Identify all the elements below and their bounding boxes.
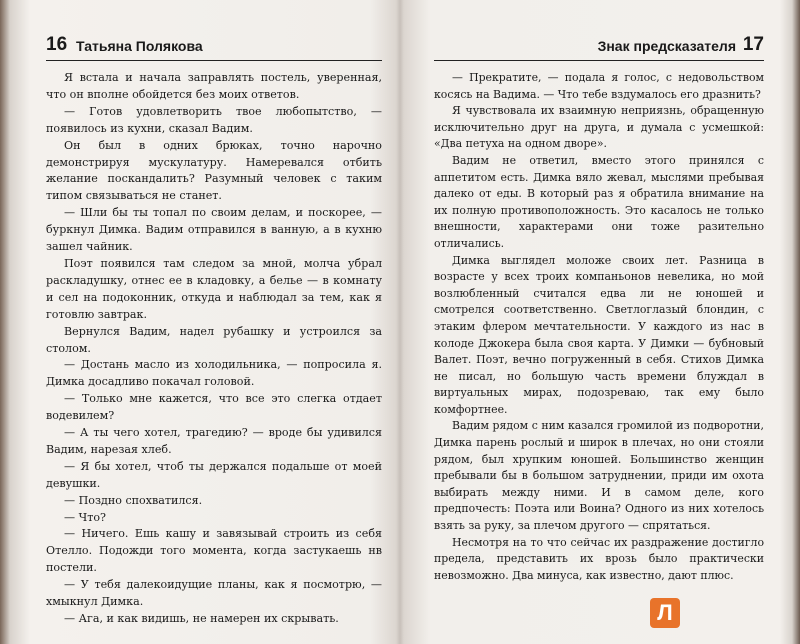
paragraph: Я встала и начала заправлять постель, уверенная, что он вполне обойдется без моих ответов. (46, 71, 382, 101)
paragraph: Я чувствовала их взаимную неприязнь, обращенную исключительно друг на друга, и думала с усмешкой: «Два петуха на одном дворе». (434, 104, 764, 151)
left-header-title: Татьяна Полякова (76, 38, 203, 54)
right-page-number: 17 (742, 34, 764, 55)
paragraph: — Прекратите, — подала я голос, с недовольством косясь на Вадима. — Что тебе вздумалось его дразнить? (434, 71, 764, 101)
paragraph: — У тебя далекоидущие планы, как я посмотрю, — хмыкнул Димка. (46, 578, 382, 609)
paragraph: — Достань масло из холодильника, — попросила я. Димка досадливо покачал головой. (46, 358, 382, 389)
paragraph: Вадим не ответил, вместо этого принялся с аппетитом есть. Димка вяло жевал, мыслями пребывая далеко от еды. В который раз я обратила внимание на их полную противоположность. Это касалось не только внешности, характерами они тоже разительно отличались. (434, 153, 764, 250)
paragraph: — Я бы хотел, чтоб ты держался подальше от моей девушки. (46, 459, 382, 490)
paragraph: — Только мне кажется, что все это слегка отдает водевилем? (46, 392, 382, 423)
left-page-number: 16 (46, 34, 68, 55)
paragraph: Вернулся Вадим, надел рубашку и устроился за столом. (46, 324, 382, 355)
paragraph: Димка выглядел моложе своих лет. Разница в возрасте у всех троих компаньонов невелика, но мой возлюбленный считался едва ли не юношей и смотрелся соответственно. Светлоглазый блондин, с этаким флером мечтательности. У каждого из нас в колоде Джокера была своя карта. У Димки — бубновый Валет. Поэт, вечно погруженный в себя. Стихов Димка не писал, но большую часть времени блуждал в виртуальных мирах, подозреваю, так ему было комфортнее. (434, 253, 764, 416)
left-body-text (46, 70, 382, 628)
paragraph: Он был в одних брюках, точно нарочно демонстрируя мускулатуру. Намеревался отбить желание поскандалить? Разумный человек с таким типом связываться не станет. (46, 138, 382, 203)
paragraph: — Шли бы ты топал по своим делам, и поскорее, — буркнул Димка. Вадим отправился в ванную, а в кухню зашел чайник. (46, 206, 382, 254)
publisher-logo: Л (650, 598, 680, 628)
paragraph: Вадим рядом с ним казался громилой из подворотни, Димка парень рослый и широк в плечах, но они стояли рядом, был хрупким юношей. Большинство женщин пребывали бы в большом затруднении, приди им охота выбирать между ними. И в самом деле, кого предпочесть: Поэта или Воина? Одного из них хотелось взять за руку, за плечом другого — спрятаться. (434, 419, 764, 533)
paragraph: — Что? (64, 510, 106, 524)
right-header-title: Знак предсказателя (597, 38, 736, 54)
left-page (46, 0, 382, 644)
left-running-head (46, 32, 382, 61)
paragraph: Поэт появился там следом за мной, молча убрал раскладушку, отнес ее в кладовку, а белье — в комнату и сел на подоконник, откуда и наблюдал за тем, как я готовлю завтрак. (46, 256, 382, 321)
paragraph: Несмотря на то что сейчас их раздражение достигло предела, представить их врозь было практически невозможно. Два минуса, как известно, дают плюс. (434, 535, 764, 582)
paragraph: — Готов удовлетворить твое любопытство, — появилось из кухни, сказал Вадим. (46, 104, 382, 135)
paragraph: — Поздно спохватился. (64, 493, 203, 507)
right-body-text (434, 70, 764, 584)
right-page (434, 0, 764, 644)
right-running-head (434, 32, 764, 61)
paragraph: — Ничего. Ешь кашу и завязывай строить из себя Отелло. Подожди того момента, когда застукаешь нв постели. (46, 527, 382, 575)
paragraph: — Ага, и как видишь, не намерен их скрывать. (64, 612, 339, 625)
paragraph: — А ты чего хотел, трагедию? — вроде бы удивился Вадим, нарезая хлеб. (46, 426, 382, 456)
